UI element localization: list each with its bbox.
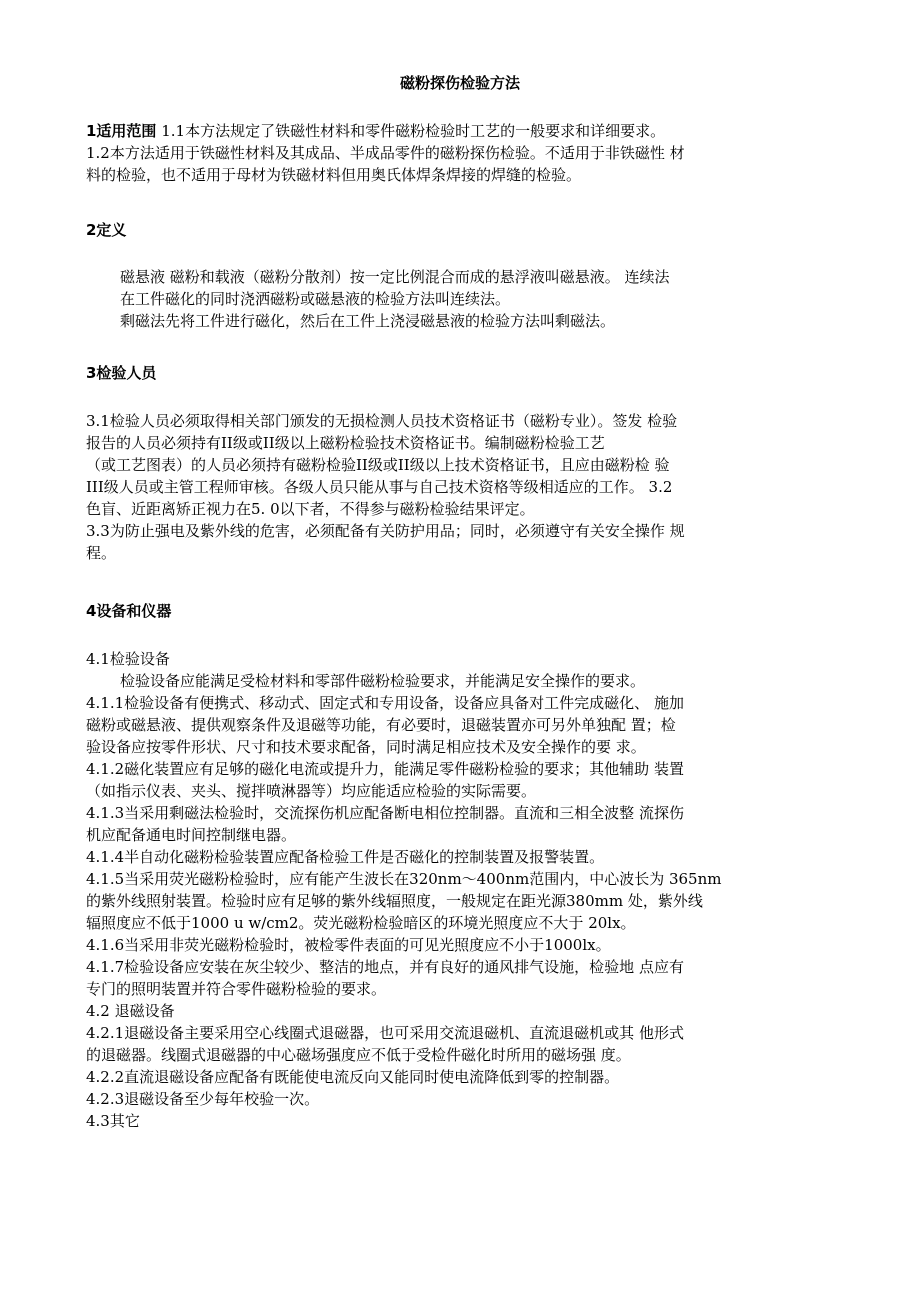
personnel-line-1: 3.1检验人员必须取得相关部门颁发的无损检测人员技术资格证书（磁粉专业）。签发 检验 [86, 412, 678, 430]
equipment-line: 的退磁器。线圈式退磁器的中心磁场强度应不低于受检件磁化时所用的磁场强 度。 [86, 1046, 631, 1064]
section-personnel [86, 362, 836, 384]
equipment-line: 4.2.1退磁设备主要采用空心线圈式退磁器，也可采用交流退磁机、直流退磁机或其 他形式 [86, 1024, 684, 1042]
equipment-line: 4.1.5当采用荧光磁粉检验时，应有能产生波长在320nm～400nm范围内，中心波长为 365nm [86, 870, 722, 888]
personnel-line-2: 报告的人员必须持有II级或II级以上磁粉检验技术资格证书。编制磁粉检验工艺 [86, 434, 605, 452]
equipment-line: 4.1.3当采用剩磁法检验时，交流探伤机应配备断电相位控制器。直流和三相全波整 流探伤 [86, 804, 684, 822]
equipment-line: 的紫外线照射装置。检验时应有足够的紫外线辐照度，一般规定在距光源380mm 处，紫外线 [86, 892, 703, 910]
equipment-body [86, 648, 836, 1132]
equipment-line: 4.1.6当采用非荧光磁粉检验时，被检零件表面的可见光照度应不小于1000lx。 [86, 936, 611, 954]
personnel-heading: 3检验人员 [86, 364, 157, 382]
personnel-line-5: 色盲、近距离矫正视力在5. 0以下者，不得参与磁粉检验结果评定。 [86, 500, 535, 518]
scope-line-2: 1.2本方法适用于铁磁性材料及其成品、半成品零件的磁粉探伤检验。不适用于非铁磁性 材 [86, 144, 685, 162]
scope-text-1: 1.1本方法规定了铁磁性材料和零件磁粉检验时工艺的一般要求和详细要求。 [161, 122, 666, 140]
equipment-line: 4.1检验设备 [86, 650, 170, 668]
equipment-line: 4.1.2磁化装置应有足够的磁化电流或提升力，能满足零件磁粉检验的要求；其他辅助 装置 [86, 760, 684, 778]
personnel-body [86, 410, 836, 564]
personnel-line-3: （或工艺图表）的人员必须持有磁粉检验II级或II级以上技术资格证书，且应由磁粉检 验 [86, 456, 670, 474]
document-title: 磁粉探伤检验方法 [399, 74, 520, 92]
equipment-line: （如指示仪表、夹头、搅拌喷淋器等）均应能适应检验的实际需要。 [86, 782, 537, 800]
equipment-line: 辐照度应不低于1000 u w/cm2。荧光磁粉检验暗区的环境光照度应不大于 20lx。 [86, 914, 636, 932]
section-scope [86, 120, 836, 186]
scope-heading: 1适用范围 [86, 122, 157, 140]
definition-line-3: 剩磁法先将工件进行磁化，然后在工件上浇浸磁悬液的检验方法叫剩磁法。 [120, 312, 616, 330]
definition-line-2: 在工件磁化的同时浇洒磁粉或磁悬液的检验方法叫连续法。 [120, 290, 511, 308]
definitions-heading: 2定义 [86, 221, 127, 239]
definitions-body [86, 266, 836, 332]
equipment-line: 4.1.4半自动化磁粉检验装置应配备检验工件是否磁化的控制装置及报警装置。 [86, 848, 605, 866]
equipment-line: 4.2.2直流退磁设备应配备有既能使电流反向又能同时使电流降低到零的控制器。 [86, 1068, 620, 1086]
scope-line-3: 料的检验，也不适用于母材为铁磁材料但用奥氏体焊条焊接的焊缝的检验。 [86, 166, 582, 184]
definition-line-1: 磁悬液 磁粉和载液（磁粉分散剂）按一定比例混合而成的悬浮液叫磁悬液。 连续法 [120, 268, 670, 286]
section-equipment [86, 600, 836, 622]
equipment-line: 4.1.1检验设备有便携式、移动式、固定式和专用设备，设备应具备对工件完成磁化、 施加 [86, 694, 684, 712]
personnel-line-6: 3.3为防止强电及紫外线的危害，必须配备有关防护用品；同时，必须遵守有关安全操作 规 [86, 522, 685, 540]
equipment-line: 检验设备应能满足受检材料和零部件磁粉检验要求，并能满足安全操作的要求。 [120, 672, 646, 690]
section-definitions [86, 219, 836, 241]
equipment-line: 专门的照明装置并符合零件磁粉检验的要求。 [86, 980, 387, 998]
equipment-line: 机应配备通电时间控制继电器。 [86, 826, 297, 844]
equipment-line: 磁粉或磁悬液、提供观察条件及退磁等功能，有必要时，退磁装置亦可另外单独配 置；检 [86, 716, 676, 734]
personnel-line-4: III级人员或主管工程师审核。各级人员只能从事与自己技术资格等级相适应的工作。 3.2 [86, 478, 673, 496]
equipment-line: 4.1.7检验设备应安装在灰尘较少、整洁的地点，并有良好的通风排气设施，检验地 点应有 [86, 958, 684, 976]
scope-line-1 [86, 120, 836, 142]
personnel-line-7: 程。 [86, 544, 117, 562]
equipment-line: 4.3其它 [86, 1112, 140, 1130]
equipment-line: 4.2 退磁设备 [86, 1002, 175, 1020]
equipment-line: 4.2.3退磁设备至少每年校验一次。 [86, 1090, 320, 1108]
equipment-line: 验设备应按零件形状、尺寸和技术要求配备，同时满足相应技术及安全操作的要 求。 [86, 738, 646, 756]
equipment-heading: 4设备和仪器 [86, 602, 172, 620]
